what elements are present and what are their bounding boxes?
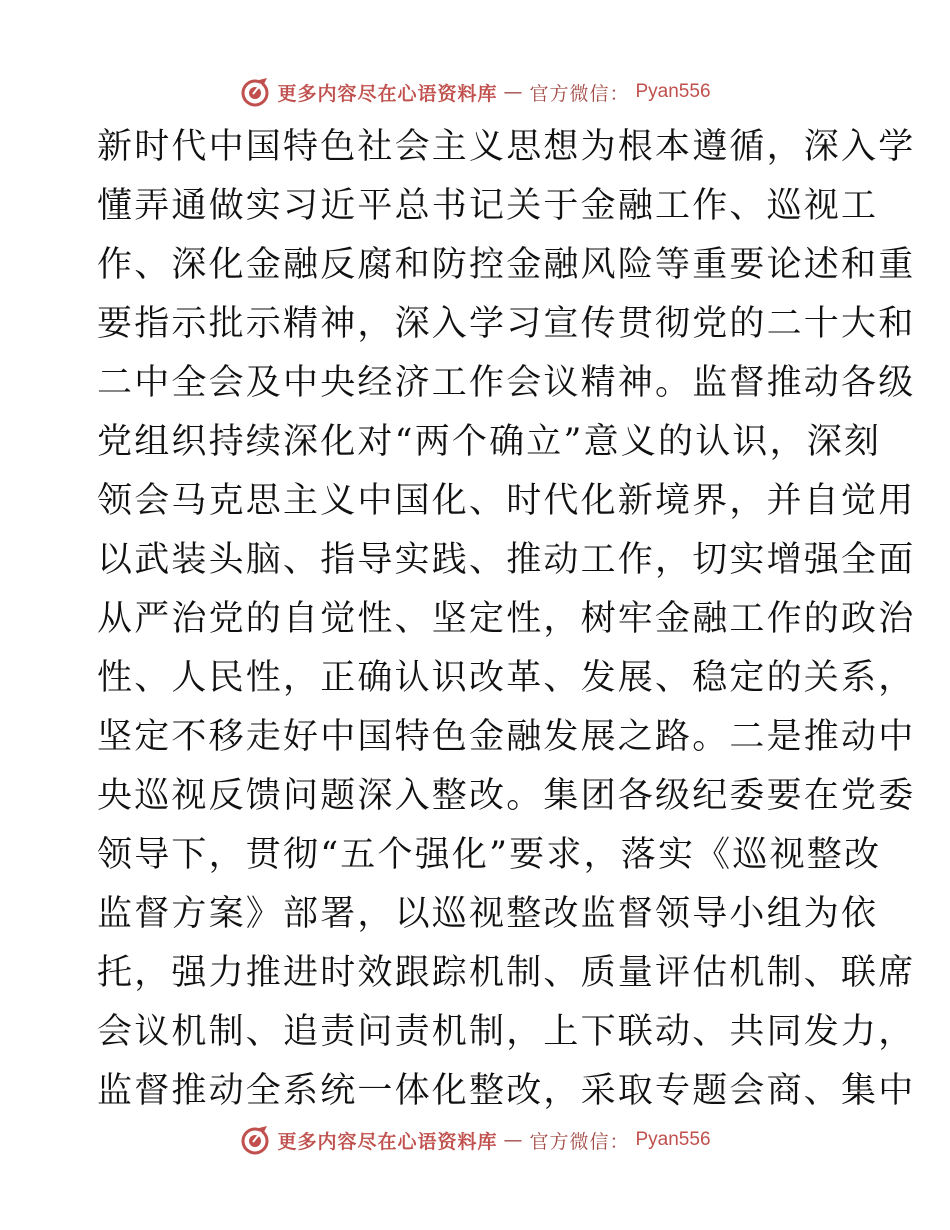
body-line: 领会马克思主义中国化、时代化新境界，并自觉用 [97, 481, 916, 521]
watermark-wechat-id: Pyan556 [635, 81, 711, 102]
body-line: 托，强力推进时效跟踪机制、质量评估机制、联席 [97, 953, 916, 993]
body-line: 新时代中国特色社会主义思想为根本遵循，深入学 [97, 127, 916, 167]
body-line: 从严治党的自觉性、坚定性，树牢金融工作的政治 [97, 599, 916, 639]
watermark-wechat-id: Pyan556 [635, 1129, 711, 1150]
body-line: 坚定不移走好中国特色金融发展之路。二是推动中 [97, 717, 916, 757]
body-line: 懂弄通做实习近平总书记关于金融工作、巡视工 [97, 186, 879, 226]
body-line: 领导下，贯彻“五个强化”要求，落实《巡视整改 [97, 835, 882, 875]
quill-seal-logo-icon [239, 1124, 271, 1156]
body-line: 以武装头脑、指导实践、推动工作，切实增强全面 [97, 540, 916, 580]
body-line: 央巡视反馈问题深入整改。集团各级纪委要在党委 [97, 776, 916, 816]
watermark-label: 官方微信： [529, 82, 630, 105]
watermark-main-text: 更多内容尽在心语资料库 [277, 82, 498, 105]
quill-seal-logo-icon [239, 76, 271, 108]
document-body [97, 118, 916, 1121]
body-line: 二中全会及中央经济工作会议精神。监督推动各级 [97, 363, 916, 403]
body-line: 性、人民性，正确认识改革、发展、稳定的关系， [97, 658, 916, 698]
body-line: 监督方案》部署，以巡视整改监督领导小组为依 [97, 894, 879, 934]
watermark-label: 官方微信： [529, 1130, 630, 1153]
watermark-main-text: 更多内容尽在心语资料库 [277, 1130, 498, 1153]
header-watermark [0, 72, 950, 112]
watermark-dash: — [503, 1129, 524, 1151]
body-line: 会议机制、追责问责机制，上下联动、共同发力， [97, 1012, 916, 1052]
body-line: 作、深化金融反腐和防控金融风险等重要论述和重 [97, 245, 916, 285]
watermark-dash: — [503, 81, 524, 103]
footer-watermark [0, 1120, 950, 1160]
body-line: 要指示批示精神，深入学习宣传贯彻党的二十大和 [97, 304, 916, 344]
body-line: 党组织持续深化对“两个确立”意义的认识，深刻 [97, 422, 882, 462]
body-line: 监督推动全系统一体化整改，采取专题会商、集中 [97, 1071, 916, 1111]
